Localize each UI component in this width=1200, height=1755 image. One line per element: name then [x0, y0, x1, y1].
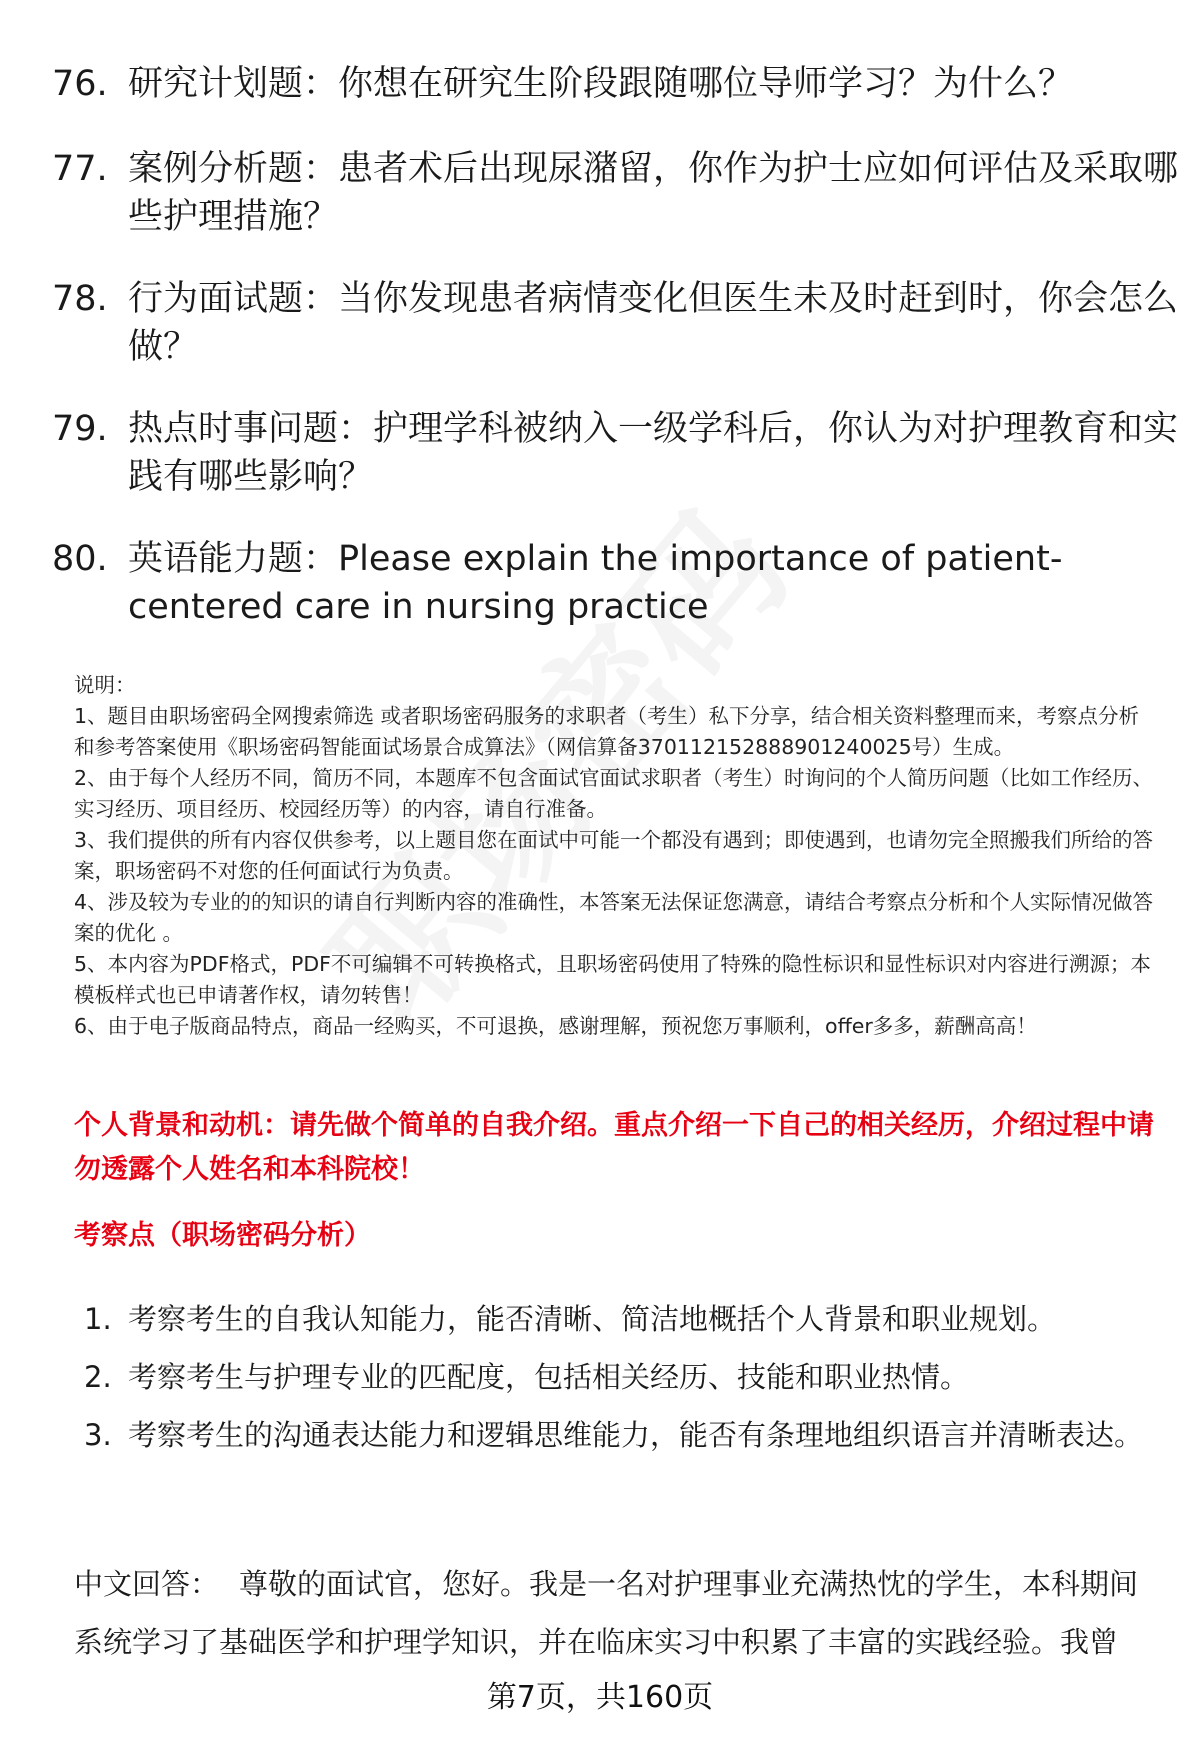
section-subheading: 考察点（职场密码分析）	[74, 1220, 371, 1251]
page-footer: 第7页，共160页	[486, 1680, 714, 1715]
note-item: 4、涉及较为专业的的知识的请自行判断内容的准确性，本答案无法保证您满意，请结合考察点分析和个人实际情况做答案的优化 。	[74, 890, 1154, 945]
note-item: 2、由于每个人经历不同，简历不同，本题库不包含面试官面试求职者（考生）时询问的个人简历问题（比如工作经历、实习经历、项目经历、校园经历等）的内容，请自行准备。	[74, 766, 1154, 821]
point-number: 3.	[84, 1418, 112, 1452]
point-number: 1.	[84, 1302, 112, 1336]
question-number: 80.	[52, 539, 108, 579]
question-text: 案例分析题：患者术后出现尿潴留，你作为护士应如何评估及采取哪些护理措施？	[128, 149, 1179, 237]
notes-title: 说明：	[74, 673, 136, 697]
question-text: 热点时事问题：护理学科被纳入一级学科后，你认为对护理教育和实践有哪些影响？	[128, 409, 1179, 497]
answer-label: 中文回答：	[74, 1567, 220, 1601]
question-number: 77.	[52, 149, 108, 189]
note-item: 6、由于电子版商品特点，商品一经购买，不可退换，感谢理解，预祝您万事顺利，offer多多，薪酬高高！	[74, 1014, 1037, 1038]
answer-text: 尊敬的面试官，您好。我是一名对护理事业充满热忱的学生，本科期间系统学习了基础医学和护理学知识，并在临床实习中积累了丰富的实践经验。我曾	[74, 1567, 1139, 1659]
question-text: 英语能力题：Please explain the importance of patient-centered care in nursing practice	[128, 539, 1063, 627]
question-text: 研究计划题：你想在研究生阶段跟随哪位导师学习？为什么？	[128, 64, 1074, 104]
question-number: 79.	[52, 409, 108, 449]
answer-paragraph	[74, 1555, 1156, 1671]
question-number: 76.	[52, 64, 108, 104]
point-number: 2.	[84, 1360, 112, 1394]
question-number: 78.	[52, 279, 108, 319]
point-text: 考察考生与护理专业的匹配度，包括相关经历、技能和职业热情。	[128, 1360, 970, 1394]
question-text: 行为面试题：当你发现患者病情变化但医生未及时赶到时，你会怎么做？	[128, 279, 1179, 367]
note-item: 5、本内容为PDF格式，PDF不可编辑不可转换格式，且职场密码使用了特殊的隐性标识和显性标识对内容进行溯源；本模板样式也已申请著作权，请勿转售！	[74, 952, 1151, 1007]
note-item: 3、我们提供的所有内容仅供参考，以上题目您在面试中可能一个都没有遇到；即使遇到，也请勿完全照搬我们所给的答案，职场密码不对您的任何面试行为负责。	[74, 828, 1154, 883]
notes-section	[74, 670, 1156, 1042]
note-item: 1、题目由职场密码全网搜索筛选 或者职场密码服务的求职者（考生）私下分享，结合相关资料整理而来，考察点分析和参考答案使用《职场密码智能面试场景合成算法》（网信算备370112152888901240025号）生成。	[74, 704, 1140, 759]
section-heading: 个人背景和动机：请先做个简单的自我介绍。重点介绍一下自己的相关经历，介绍过程中请勿透露个人姓名和本科院校！	[74, 1110, 1154, 1185]
point-text: 考察考生的沟通表达能力和逻辑思维能力，能否有条理地组织语言并清晰表达。	[128, 1418, 1144, 1452]
point-text: 考察考生的自我认知能力，能否清晰、简洁地概括个人背景和职业规划。	[128, 1302, 1057, 1336]
